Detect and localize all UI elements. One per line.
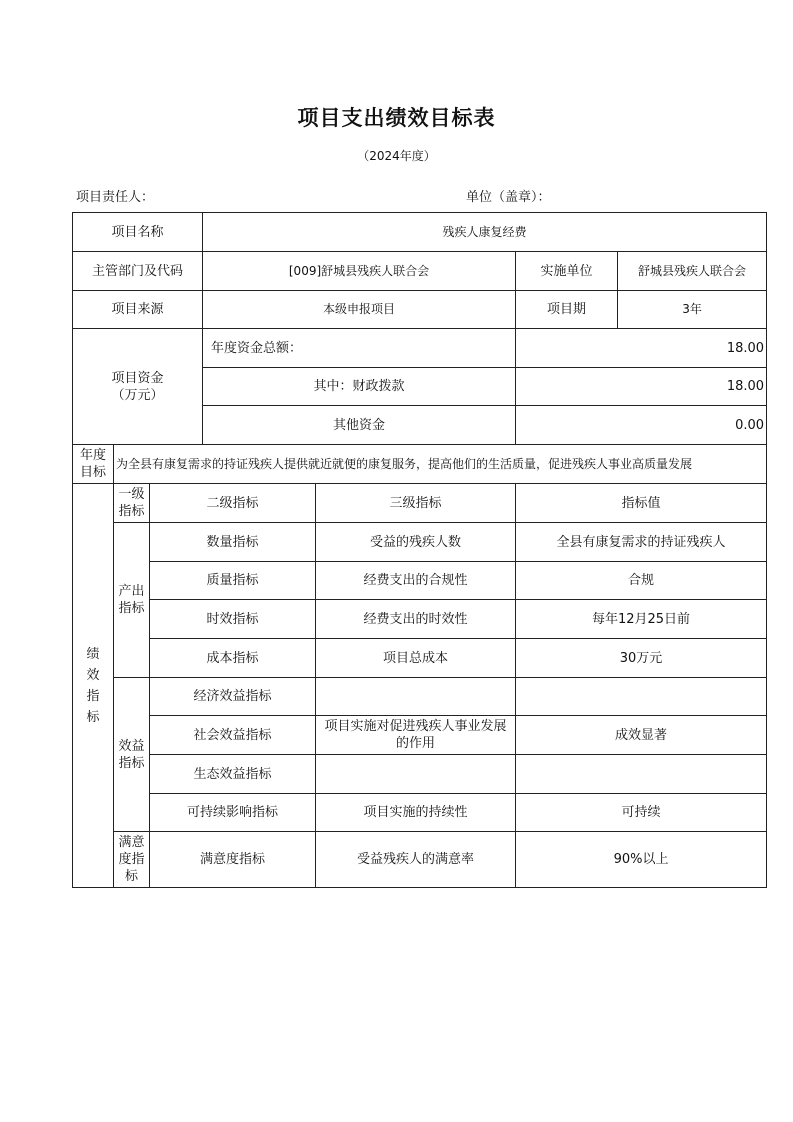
level3-cell: 经费支出的时效性 [316, 600, 516, 639]
funds-label-line1: 项目资金 [111, 370, 164, 386]
level2-cell: 生态效益指标 [150, 755, 316, 794]
output-label-line2: 指标 [118, 601, 145, 616]
indicator-row [73, 755, 767, 794]
performance-target-table [72, 212, 767, 888]
row-department [73, 252, 767, 291]
implementing-unit-value: 舒城县残疾人联合会 [618, 252, 767, 291]
indicator-row [73, 639, 767, 678]
funds-label-line2: （万元） [111, 387, 164, 403]
indicator-row [73, 678, 767, 716]
project-source-label: 项目来源 [73, 291, 203, 329]
annual-goal-label-line2: 目标 [79, 465, 106, 480]
level1-header [114, 484, 150, 523]
indicator-value-cell: 可持续 [516, 794, 767, 832]
unit-seal-label: 单位（盖章）： [466, 190, 551, 205]
annual-goal-label-line1: 年度 [79, 448, 106, 463]
benefit-label-line1: 效益 [118, 738, 145, 754]
level2-cell: 数量指标 [150, 523, 316, 562]
indicator-row [73, 523, 767, 562]
funds-fiscal-value: 18.00 [516, 368, 767, 406]
funds-other-value: 0.00 [516, 406, 767, 445]
level2-cell: 可持续影响指标 [150, 794, 316, 832]
indicator-value-header: 指标值 [516, 484, 767, 523]
annual-goal-label [73, 445, 114, 484]
level3-cell [316, 755, 516, 794]
level3-cell: 受益残疾人的满意率 [316, 832, 516, 888]
indicator-value-cell: 成效显著 [516, 716, 767, 755]
level2-cell: 时效指标 [150, 600, 316, 639]
indicator-value-cell: 90%以上 [516, 832, 767, 888]
row-project-name [73, 213, 767, 252]
level3-cell-line2: 的作用 [396, 736, 436, 751]
perf-char: 绩 [86, 646, 100, 662]
indicator-value-cell: 每年12月25日前 [516, 600, 767, 639]
funds-total-label: 年度资金总额： [203, 329, 516, 368]
row-funds-total [73, 329, 767, 368]
annual-goal-text: 为全县有康复需求的持证残疾人提供就近就便的康复服务，提高他们的生活质量，促进残疾人事业高质量发展 [114, 445, 767, 484]
level2-header: 二级指标 [150, 484, 316, 523]
perf-char: 指 [86, 688, 100, 704]
level3-cell: 项目实施的持续性 [316, 794, 516, 832]
satisfaction-label-line3: 标 [124, 869, 138, 884]
level3-cell [316, 716, 516, 755]
level3-cell: 经费支出的合规性 [316, 562, 516, 600]
department-label: 主管部门及代码 [73, 252, 203, 291]
indicator-value-cell [516, 755, 767, 794]
project-source-value: 本级申报项目 [203, 291, 516, 329]
level1-header-line1: 一级 [118, 487, 145, 502]
indicator-value-cell: 合规 [516, 562, 767, 600]
level3-cell-line1: 项目实施对促进残疾人事业发展 [324, 719, 507, 734]
perf-char: 标 [86, 709, 100, 725]
indicator-row [73, 832, 767, 888]
satisfaction-label-line2: 度指 [118, 852, 145, 867]
funds-other-label: 其他资金 [203, 406, 516, 445]
level3-cell: 受益的残疾人数 [316, 523, 516, 562]
indicator-value-cell: 全县有康复需求的持证残疾人 [516, 523, 767, 562]
level2-cell: 满意度指标 [150, 832, 316, 888]
perf-char: 效 [86, 667, 100, 683]
project-name-value: 残疾人康复经费 [203, 213, 767, 252]
indicator-row [73, 794, 767, 832]
satisfaction-label-line1: 满意 [118, 835, 145, 850]
indicator-value-cell: 30万元 [516, 639, 767, 678]
level1-header-line2: 指标 [118, 504, 145, 519]
project-period-label: 项目期 [516, 291, 618, 329]
performance-indicators-label [73, 484, 114, 888]
responsible-person-label: 项目责任人： [76, 190, 155, 205]
level2-cell: 社会效益指标 [150, 716, 316, 755]
project-period-value: 3年 [618, 291, 767, 329]
funds-total-value: 18.00 [516, 329, 767, 368]
funds-fiscal-label: 其中：财政拨款 [203, 368, 516, 406]
level2-cell: 成本指标 [150, 639, 316, 678]
funds-label [73, 329, 203, 445]
level2-cell: 质量指标 [150, 562, 316, 600]
page-title: 项目支出绩效目标表 [297, 106, 496, 130]
project-name-label: 项目名称 [73, 213, 203, 252]
department-value: [009]舒城县残疾人联合会 [203, 252, 516, 291]
indicator-value-cell [516, 678, 767, 716]
level3-header: 三级指标 [316, 484, 516, 523]
row-annual-goal [73, 445, 767, 484]
report-year: （2024年度） [357, 149, 436, 163]
level2-cell: 经济效益指标 [150, 678, 316, 716]
row-source [73, 291, 767, 329]
level3-cell: 项目总成本 [316, 639, 516, 678]
benefit-label-line2: 指标 [118, 755, 145, 771]
output-label-line1: 产出 [118, 584, 145, 599]
indicator-row [73, 562, 767, 600]
satisfaction-indicators-label [114, 832, 150, 888]
indicator-row [73, 600, 767, 639]
indicator-row [73, 716, 767, 755]
row-indicator-header [73, 484, 767, 523]
benefit-indicators-label [114, 678, 150, 832]
level3-cell [316, 678, 516, 716]
output-indicators-label [114, 523, 150, 678]
implementing-unit-label: 实施单位 [516, 252, 618, 291]
